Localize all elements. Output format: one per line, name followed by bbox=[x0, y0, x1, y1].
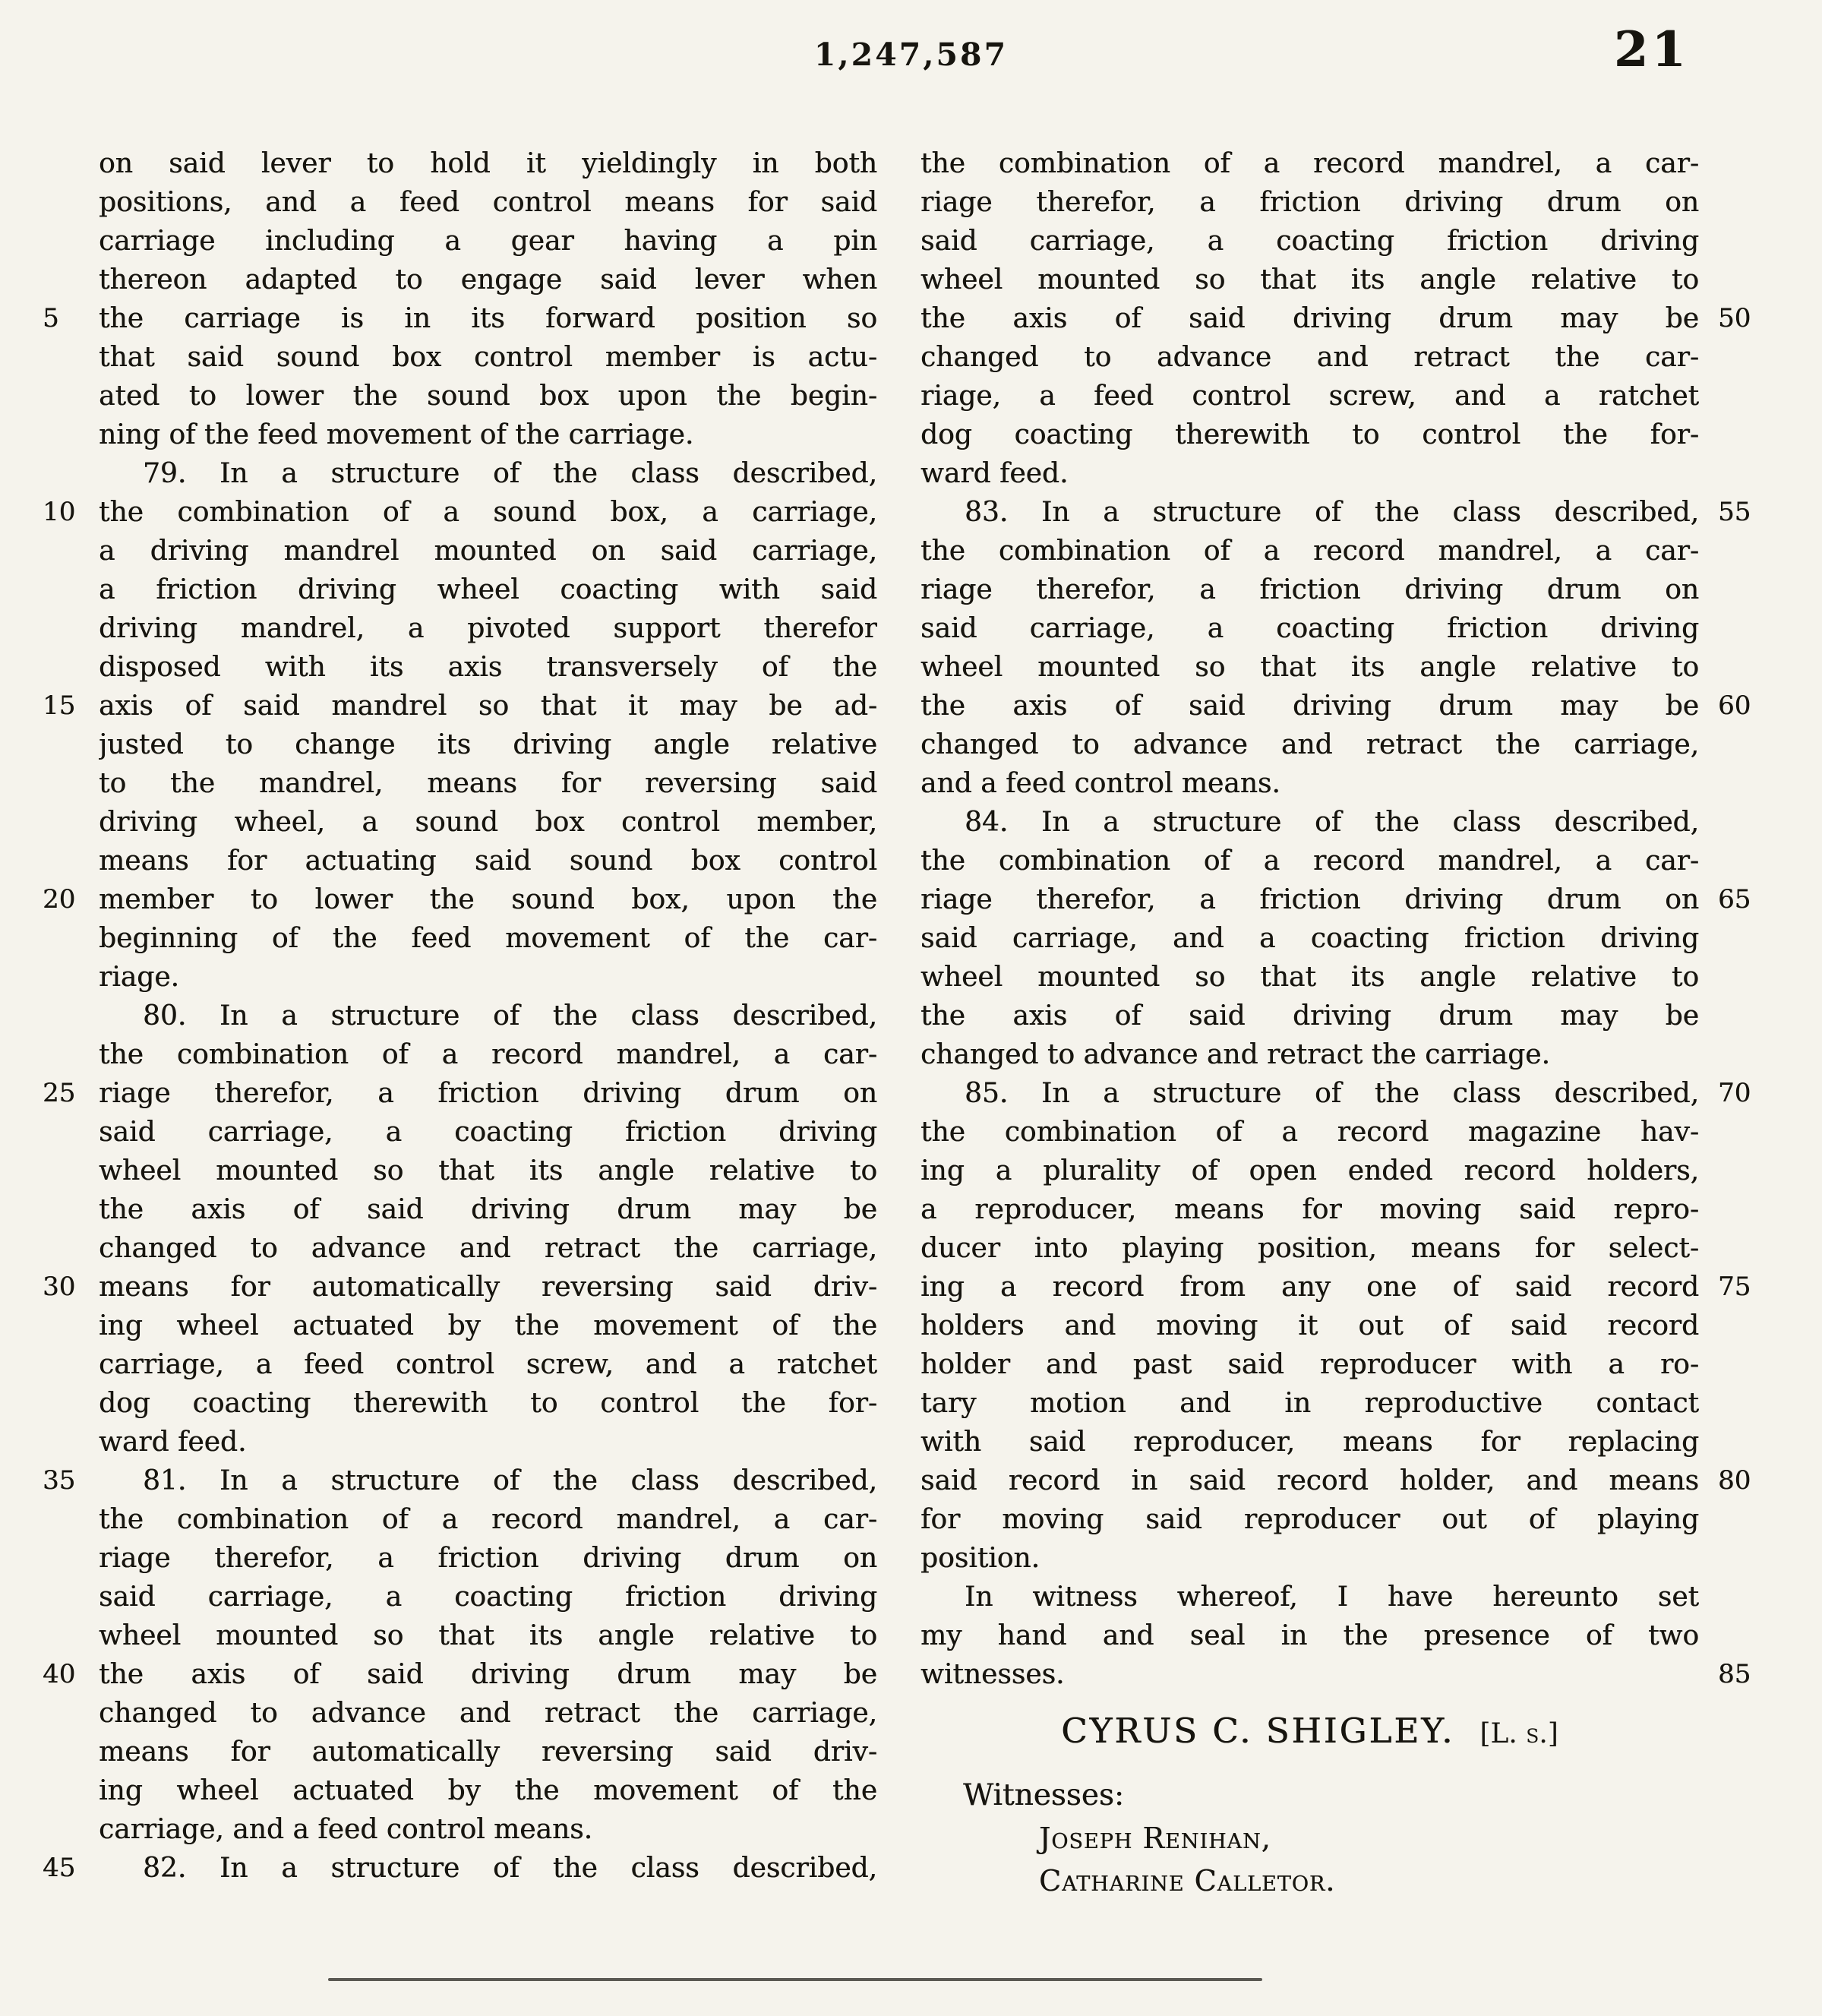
text-line: the combination of a record mandrel, a car- bbox=[920, 148, 1699, 179]
right-text-column bbox=[920, 144, 1699, 1694]
text-line: the axis of said driving drum may be bbox=[920, 1000, 1699, 1032]
text-line: ducer into playing position, means for select- bbox=[920, 1233, 1699, 1264]
margin-line-number: 5 bbox=[43, 303, 59, 333]
text-line: ing wheel actuated by the movement of the bbox=[99, 1310, 877, 1341]
witnesses-label: Witnesses: bbox=[963, 1778, 1125, 1812]
text-line: said carriage, and a coacting friction driving bbox=[920, 923, 1699, 954]
margin-line-number: 70 bbox=[1718, 1078, 1751, 1108]
text-line: changed to advance and retract the carriage, bbox=[920, 729, 1699, 760]
margin-line-number: 10 bbox=[43, 497, 76, 527]
witnesses-block bbox=[963, 1774, 1335, 1902]
text-line: dog coacting therewith to control the for- bbox=[920, 419, 1699, 450]
text-line: changed to advance and retract the car- bbox=[920, 342, 1699, 373]
text-line: riage therefor, a friction driving drum on bbox=[99, 1543, 877, 1574]
text-line: the axis of said driving drum may be bbox=[99, 1659, 877, 1690]
text-line: tary motion and in reproductive contact bbox=[920, 1388, 1699, 1419]
text-line: 83. In a structure of the class described, bbox=[965, 497, 1699, 528]
margin-line-number: 20 bbox=[43, 884, 76, 915]
text-line: the combination of a record mandrel, a car- bbox=[99, 1504, 877, 1535]
text-line: wheel mounted so that its angle relative to bbox=[920, 962, 1699, 993]
text-line: on said lever to hold it yieldingly in both bbox=[99, 148, 877, 179]
text-line: 82. In a structure of the class described, bbox=[143, 1853, 877, 1884]
text-line: the combination of a record mandrel, a car- bbox=[920, 536, 1699, 567]
text-line: carriage including a gear having a pin bbox=[99, 226, 877, 257]
text-line: 84. In a structure of the class described, bbox=[965, 807, 1699, 838]
text-line: 81. In a structure of the class described, bbox=[143, 1465, 877, 1496]
margin-line-number: 30 bbox=[43, 1272, 76, 1302]
signature-line bbox=[920, 1711, 1699, 1751]
text-line: driving wheel, a sound box control member, bbox=[99, 807, 877, 838]
text-line: means for actuating said sound box control bbox=[99, 845, 877, 877]
text-line: said carriage, a coacting friction driving bbox=[99, 1117, 877, 1148]
text-line: means for automatically reversing said driv- bbox=[99, 1272, 877, 1303]
page-number: 21 bbox=[1613, 21, 1689, 78]
text-line: wheel mounted so that its angle relative to bbox=[99, 1620, 877, 1651]
margin-line-number: 35 bbox=[43, 1465, 76, 1496]
text-line: the axis of said driving drum may be bbox=[99, 1194, 877, 1225]
text-line: said carriage, a coacting friction driving bbox=[920, 226, 1699, 257]
text-line: 80. In a structure of the class described, bbox=[143, 1000, 877, 1032]
margin-line-number: 55 bbox=[1718, 497, 1751, 527]
text-line: dog coacting therewith to control the for- bbox=[99, 1388, 877, 1419]
text-line: wheel mounted so that its angle relative to bbox=[99, 1155, 877, 1187]
text-line: a reproducer, means for moving said repro- bbox=[920, 1194, 1699, 1225]
patent-number: 1,247,587 bbox=[813, 36, 1009, 73]
text-line: riage, a feed control screw, and a ratchet bbox=[920, 381, 1699, 412]
margin-line-number: 80 bbox=[1718, 1465, 1751, 1496]
text-line: riage therefor, a friction driving drum on bbox=[99, 1078, 877, 1109]
text-line: ward feed. bbox=[99, 1427, 247, 1458]
text-line: changed to advance and retract the carriage. bbox=[920, 1039, 1550, 1070]
text-line: ated to lower the sound box upon the begin- bbox=[99, 381, 877, 412]
text-line: the axis of said driving drum may be bbox=[920, 690, 1699, 722]
margin-line-number: 25 bbox=[43, 1078, 76, 1108]
text-line: the combination of a record magazine hav- bbox=[920, 1117, 1699, 1148]
text-line: the axis of said driving drum may be bbox=[920, 303, 1699, 334]
text-line: holders and moving it out of said record bbox=[920, 1310, 1699, 1341]
text-line: a friction driving wheel coacting with said bbox=[99, 574, 877, 605]
text-line: In witness whereof, I have hereunto set bbox=[965, 1582, 1699, 1613]
text-line: said carriage, a coacting friction driving bbox=[920, 613, 1699, 644]
margin-line-number: 85 bbox=[1718, 1659, 1751, 1689]
text-line: beginning of the feed movement of the car- bbox=[99, 923, 877, 954]
text-line: riage therefor, a friction driving drum on bbox=[920, 187, 1699, 218]
text-line: driving mandrel, a pivoted support therefor bbox=[99, 613, 877, 644]
text-line: ning of the feed movement of the carriage. bbox=[99, 419, 694, 450]
text-line: carriage, a feed control screw, and a ratchet bbox=[99, 1349, 877, 1380]
text-line: said carriage, a coacting friction driving bbox=[99, 1582, 877, 1613]
seal-mark: [L. s.] bbox=[1479, 1718, 1558, 1749]
text-line: the carriage is in its forward position so bbox=[99, 303, 877, 334]
text-line: the combination of a record mandrel, a car- bbox=[99, 1039, 877, 1070]
text-line: 85. In a structure of the class described, bbox=[965, 1078, 1699, 1109]
text-line: the combination of a sound box, a carriage, bbox=[99, 497, 877, 528]
margin-line-number: 60 bbox=[1718, 690, 1751, 721]
text-line: ing a plurality of open ended record holders, bbox=[920, 1155, 1699, 1187]
text-line: member to lower the sound box, upon the bbox=[99, 884, 877, 915]
text-line: positions, and a feed control means for said bbox=[99, 187, 877, 218]
text-line: my hand and seal in the presence of two bbox=[920, 1620, 1699, 1651]
text-line: ing a record from any one of said record bbox=[920, 1272, 1699, 1303]
witness-name: Joseph Renihan, bbox=[1039, 1822, 1271, 1855]
left-text-column bbox=[99, 144, 877, 1888]
text-line: disposed with its axis transversely of the bbox=[99, 652, 877, 683]
inventor-signature: CYRUS C. SHIGLEY. bbox=[1061, 1711, 1455, 1751]
text-line: ing wheel actuated by the movement of the bbox=[99, 1775, 877, 1806]
text-line: means for automatically reversing said driv- bbox=[99, 1736, 877, 1768]
text-line: riage. bbox=[99, 962, 179, 993]
witness-name: Catharine Calletor. bbox=[1039, 1864, 1336, 1898]
text-line: said record in said record holder, and means bbox=[920, 1465, 1699, 1496]
text-line: witnesses. bbox=[920, 1659, 1065, 1690]
text-line: riage therefor, a friction driving drum on bbox=[920, 574, 1699, 605]
text-line: holder and past said reproducer with a ro- bbox=[920, 1349, 1699, 1380]
text-line: wheel mounted so that its angle relative to bbox=[920, 264, 1699, 295]
scan-artifact-line bbox=[328, 1978, 1262, 1981]
text-line: riage therefor, a friction driving drum on bbox=[920, 884, 1699, 915]
text-line: position. bbox=[920, 1543, 1040, 1574]
margin-line-number: 45 bbox=[43, 1853, 76, 1883]
margin-line-number: 75 bbox=[1718, 1272, 1751, 1302]
text-line: to the mandrel, means for reversing said bbox=[99, 768, 877, 799]
text-line: for moving said reproducer out of playing bbox=[920, 1504, 1699, 1535]
text-line: the combination of a record mandrel, a car- bbox=[920, 845, 1699, 877]
text-line: and a feed control means. bbox=[920, 768, 1280, 799]
text-line: wheel mounted so that its angle relative to bbox=[920, 652, 1699, 683]
text-line: changed to advance and retract the carriage, bbox=[99, 1698, 877, 1729]
text-line: thereon adapted to engage said lever when bbox=[99, 264, 877, 295]
text-line: axis of said mandrel so that it may be ad- bbox=[99, 690, 877, 722]
text-line: that said sound box control member is actu- bbox=[99, 342, 877, 373]
text-line: carriage, and a feed control means. bbox=[99, 1814, 593, 1845]
text-line: changed to advance and retract the carriage, bbox=[99, 1233, 877, 1264]
margin-line-number: 15 bbox=[43, 690, 76, 721]
text-line: with said reproducer, means for replacing bbox=[920, 1427, 1699, 1458]
text-line: justed to change its driving angle relative bbox=[99, 729, 877, 760]
margin-line-number: 40 bbox=[43, 1659, 76, 1689]
text-line: a driving mandrel mounted on said carriage, bbox=[99, 536, 877, 567]
margin-line-number: 65 bbox=[1718, 884, 1751, 915]
text-line: ward feed. bbox=[920, 458, 1069, 489]
margin-line-number: 50 bbox=[1718, 303, 1751, 333]
text-line: 79. In a structure of the class described, bbox=[143, 458, 877, 489]
